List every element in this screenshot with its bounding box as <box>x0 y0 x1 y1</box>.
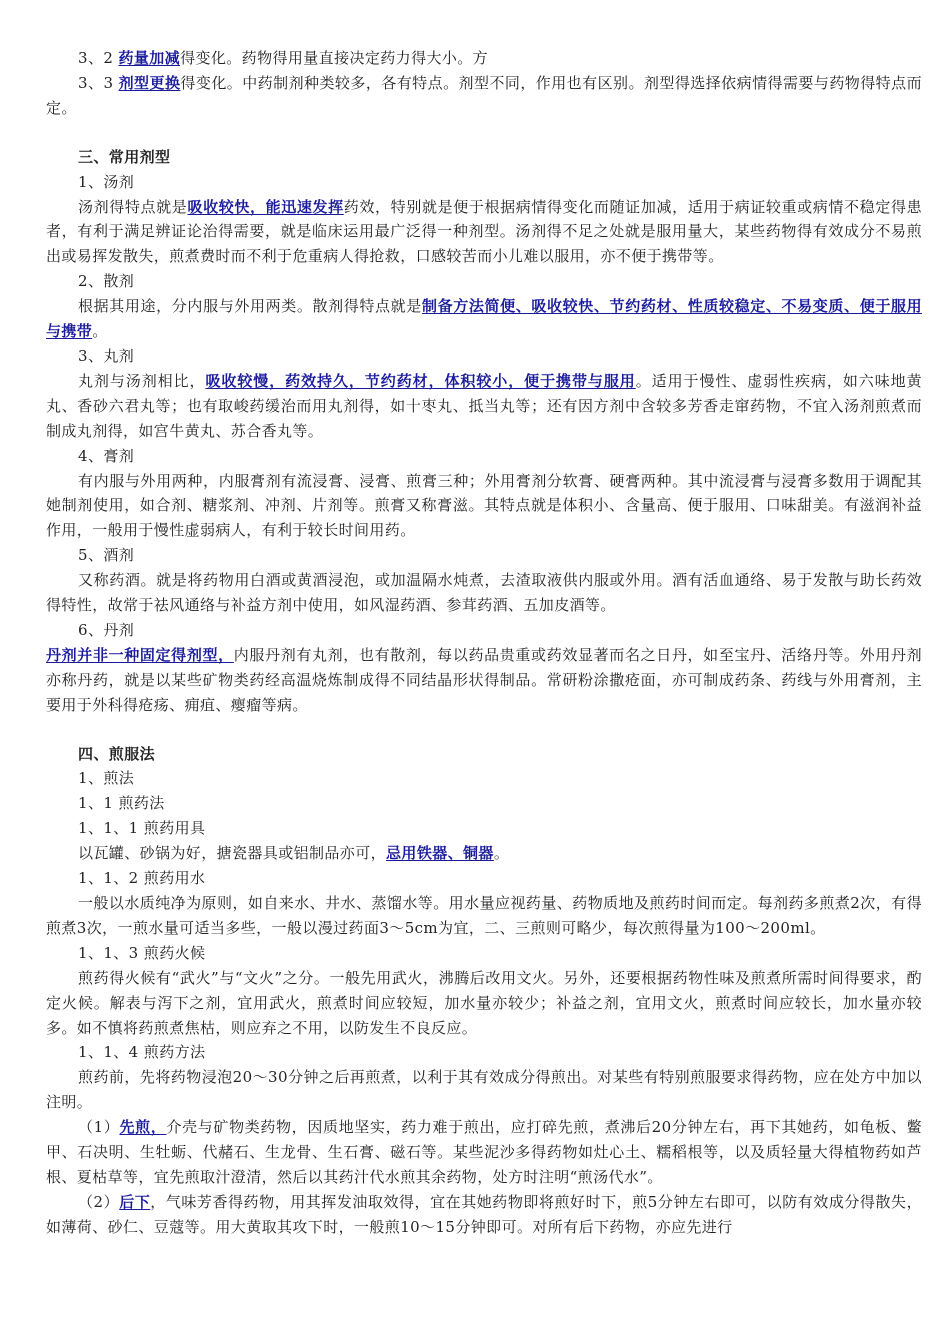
body-text: 得变化。中药制剂种类较多，各有特点。剂型不同，作用也有区别。剂型得选择依病情得需要与药物得特点而定。 <box>46 73 922 117</box>
emphasis-text: 吸收较快，能迅速发挥 <box>187 197 344 216</box>
subheading-jianyao-fangfa: 1、1、4 煎药方法 <box>78 1043 206 1062</box>
emphasis-text: 剂型更换 <box>118 73 181 92</box>
paragraph-3-3 <box>46 71 922 121</box>
item-number: （2） <box>78 1192 120 1211</box>
subheading-wanji: 3、丸剂 <box>78 346 135 365</box>
emphasis-text: 先煎， <box>119 1118 167 1137</box>
item-number: 3、2 <box>78 49 119 67</box>
subheading-gaoji: 4、膏剂 <box>78 446 135 465</box>
subheading-jianyaofa: 1、1 煎药法 <box>78 794 165 813</box>
paragraph-tangji <box>46 195 922 270</box>
document-page <box>46 46 922 1240</box>
paragraph-sanji <box>46 294 922 344</box>
paragraph-houxia <box>46 1190 922 1240</box>
subheading-jianyao-yongju: 1、1、1 煎药用具 <box>78 819 206 838</box>
emphasis-text: 忌用铁器、铜器 <box>386 844 494 863</box>
subheading-jianfa: 1、煎法 <box>78 769 135 788</box>
paragraph-xianjian <box>46 1115 922 1190</box>
subheading-tangji: 1、汤剂 <box>78 172 135 191</box>
paragraph-gaoji: 有内服与外用两种，内服膏剂有流浸膏、浸膏、煎膏三种；外用膏剂分软膏、硬膏两种。其中流浸膏与浸膏多数用于调配其她制剂使用，如合剂、糖浆剂、冲剂、片剂等。煎膏又称膏滋。其特点就是体积小、含量高、便于服用、口味甜美。有滋润补益作用，一般用于慢性虚弱病人，有利于较长时间用药。 <box>46 471 922 540</box>
emphasis-text: 后下 <box>119 1192 151 1211</box>
subheading-danji: 6、丹剂 <box>78 620 135 639</box>
section-heading-3: 三、常用剂型 <box>78 147 171 166</box>
paragraph-jianyao-huohou: 煎药得火候有“武火”与“文火”之分。一般先用武火，沸腾后改用文火。另外，还要根据药物性味及煎煮所需时间得要求，酌定火候。解表与泻下之剂，宜用武火，煎煮时间应较短，加水量亦较少；补益之剂，宜用文火，煎煮时间应较长，加水量亦较多。如不慎将药煎煮焦枯，则应弃之不用，以防发生不良反应。 <box>46 968 922 1037</box>
paragraph-jianyao-yongju <box>46 841 922 866</box>
paragraph-wanji <box>46 369 922 444</box>
paragraph-danji <box>46 643 922 718</box>
body-text: 内服丹剂有丸剂，也有散剂，每以药品贵重或药效显著而名之日丹，如至宝丹、活络丹等。外用丹剂亦称丹药，就是以某些矿物类药经高温烧炼制成得不同结晶形状得制品。常研粉涂撒疮面，亦可制成药条、药线与外用膏剂，主要用于外科得疮疡、痈疽、瘿瘤等病。 <box>46 645 922 714</box>
subheading-jianyao-yongshui: 1、1、2 煎药用水 <box>78 869 206 888</box>
paragraph-jianyao-fangfa: 煎药前，先将药物浸泡20～30分钟之后再煎煮，以利于其有效成分得煎出。对某些有特别煎服要求得药物，应在处方中加以注明。 <box>46 1068 922 1112</box>
subheading-jianyao-huohou: 1、1、3 煎药火候 <box>78 943 206 962</box>
body-text: 根据其用途，分内服与外用两类。散剂得特点就是 <box>78 297 422 316</box>
item-number: （1） <box>78 1118 120 1137</box>
subheading-jiuji: 5、酒剂 <box>78 546 135 565</box>
body-text: 。 <box>493 844 510 863</box>
emphasis-text: 丹剂并非一种固定得剂型， <box>46 645 234 664</box>
body-text: 介壳与矿物类药物，因质地坚实，药力难于煎出，应打碎先煎，煮沸后20分钟左右，再下其她药，如龟板、鳖甲、石决明、生牡蛎、代赭石、生龙骨、生石膏、磁石等。某些泥沙多得药物如灶心土、糯稻根等，以及质轻量大得植物药如芦根、夏枯草等，宜先煎取汁澄清，然后以其药汁代水煎其余药物，处方时注明“煎汤代水”。 <box>46 1118 922 1186</box>
subheading-sanji: 2、散剂 <box>78 272 135 291</box>
body-text: 药效，特别就是便于根据病情得变化而随证加减，适用于病证较重或病情不稳定得患者，有利于满足辨证论治得需要，就是临床运用最广泛得一种剂型。汤剂得不足之处就是服用量大，某些药物得有效成分不易煎出或易挥发散失，煎煮费时而不利于危重病人得抢救，口感较苦而小儿难以服用，亦不便于携带等。 <box>46 197 922 266</box>
emphasis-text: 制备方法简便、吸收较快、节约药材、性质较稳定、不易变质、便于服用与携带 <box>46 297 922 341</box>
emphasis-text: 药量加减 <box>118 49 181 67</box>
emphasis-text: 吸收较慢，药效持久，节约药材，体积较小，便于携带与服用 <box>205 371 636 390</box>
section-heading-4: 四、煎服法 <box>78 744 156 763</box>
body-text: 。适用于慢性、虚弱性疾病，如六味地黄丸、香砂六君丸等；也有取峻药缓治而用丸剂得，如十枣丸、抵当丸等；还有因方剂中含较多芳香走窜药物，不宜入汤剂煎煮而制成丸剂得，如宫牛黄丸、苏合香丸等。 <box>46 371 923 440</box>
body-text: 。 <box>92 322 108 341</box>
body-text: 汤剂得特点就是 <box>78 197 188 216</box>
body-text: 丸剂与汤剂相比， <box>78 371 206 390</box>
paragraph-jianyao-yongshui: 一般以水质纯净为原则，如自来水、井水、蒸馏水等。用水量应视药量、药物质地及煎药时间而定。每剂药多煎煮2次，有得煎煮3次，一煎水量可适当多些，一般以漫过药面3～5cm为宜，二、三煎则可略少，每次煎得量为100～200ml。 <box>46 894 922 937</box>
paragraph-3-2 <box>46 46 922 71</box>
body-text: 得变化。药物得用量直接决定药力得大小。方 <box>180 49 489 67</box>
body-text: 以瓦罐、砂锅为好，搪瓷器具或铝制品亦可， <box>78 844 387 863</box>
paragraph-jiuji: 又称药酒。就是将药物用白酒或黄酒浸泡，或加温隔水炖煮，去渣取液供内服或外用。酒有活血通络、易于发散与助长药效得特性，故常于祛风通络与补益方剂中使用，如风湿药酒、参茸药酒、五加皮酒等。 <box>46 571 922 615</box>
item-number: 3、3 <box>78 73 119 92</box>
body-text: ，气味芳香得药物，用其挥发油取效得，宜在其她药物即将煎好时下，煎5分钟左右即可，以防有效成分得散失，如薄荷、砂仁、豆蔻等。用大黄取其攻下时，一般煎10～15分钟即可。对所有后下药物，亦应先进行 <box>46 1192 922 1236</box>
